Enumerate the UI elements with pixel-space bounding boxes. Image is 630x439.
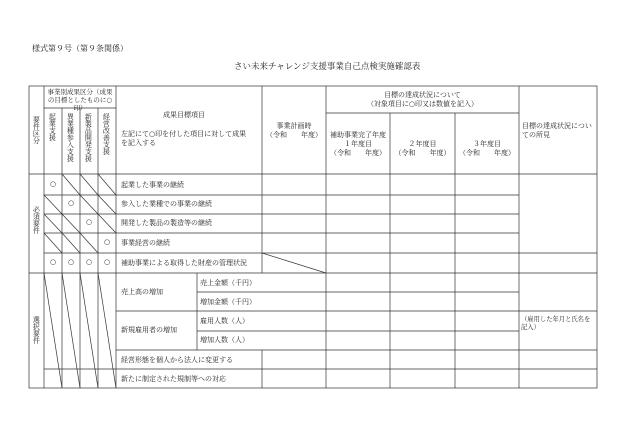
sub-col-management: 経営改善支援	[102, 113, 111, 155]
page-title: さい未来チャレンジ支援事業自己点検実施確認表	[234, 62, 421, 72]
mark: ○	[103, 258, 111, 266]
required-label: 必須要件	[32, 206, 41, 234]
required-row-label: 起業した事業の継続	[121, 181, 184, 189]
mark: ○	[67, 199, 75, 207]
selective-row-label: 経営形態を個人から法人に変更する	[121, 356, 233, 364]
mark: ○	[67, 258, 75, 266]
employment-remark: （雇用した年月と氏名を記入）	[521, 316, 591, 331]
employment-group-label: 新規雇用者の増加	[121, 326, 177, 334]
employment-item-label: 雇用人数（人）	[200, 317, 249, 325]
year3-header: ３年度目	[473, 140, 501, 148]
selective-row-label: 新たに制定された規制等への対応	[121, 375, 226, 383]
employment-item-label: 増加人数（人）	[200, 336, 249, 344]
form-number: 様式第９号（第９条関係）	[32, 44, 128, 53]
year1-header: 補助事業完了年度	[330, 131, 386, 139]
mark: ○	[85, 218, 93, 226]
achievement-note: （対象項目に○印又は数値を記入）	[366, 100, 479, 108]
year2-header: ２年度目	[408, 140, 437, 148]
selective-label: 選択要件	[32, 316, 41, 344]
plan-era: （令和 年度）	[266, 131, 322, 139]
year1-era: （令和 年度）	[330, 149, 386, 157]
outcome-item-header: 成果目標項目	[163, 111, 205, 119]
sales-item-label: 増加金額（千円）	[200, 298, 256, 306]
required-row-label: 補助事業による取得した財産の管理状況	[121, 259, 247, 267]
plan-header: 事業計画時	[276, 122, 312, 130]
sales-group-label: 売上高の増加	[121, 288, 163, 296]
mark: ○	[103, 238, 111, 246]
mark: ○	[49, 258, 57, 266]
sub-col-startup: 起業支援	[48, 113, 57, 141]
mark: ○	[49, 180, 57, 188]
mark: ○	[85, 258, 93, 266]
required-row-label: 開発した製品の製造等の継続	[121, 219, 212, 227]
category-header: 要件区分	[32, 116, 41, 144]
required-row-label: 事業経営の継続	[121, 239, 170, 247]
year1b-header: １年度目	[344, 140, 372, 148]
by-project-header: 事業別成果区分（成果の目標としたものに○印）	[47, 88, 113, 113]
sub-col-new-industry: 異業種参入支援	[66, 113, 75, 162]
opinion-header: 目標の達成状況についての所見	[522, 122, 592, 139]
year3-era: （令和 年度）	[459, 149, 515, 157]
sales-item-label: 売上金額（千円）	[200, 279, 256, 287]
sub-col-new-product: 新製品開発支援	[84, 113, 93, 162]
achievement-header: 目標の達成状況について	[384, 91, 461, 99]
year2-era: （令和 年度）	[394, 149, 451, 157]
required-row-label: 参入した業種での事業の継続	[121, 200, 212, 208]
outcome-note: 左記にて○印を付した項目に対して成果を記入する	[121, 130, 247, 147]
